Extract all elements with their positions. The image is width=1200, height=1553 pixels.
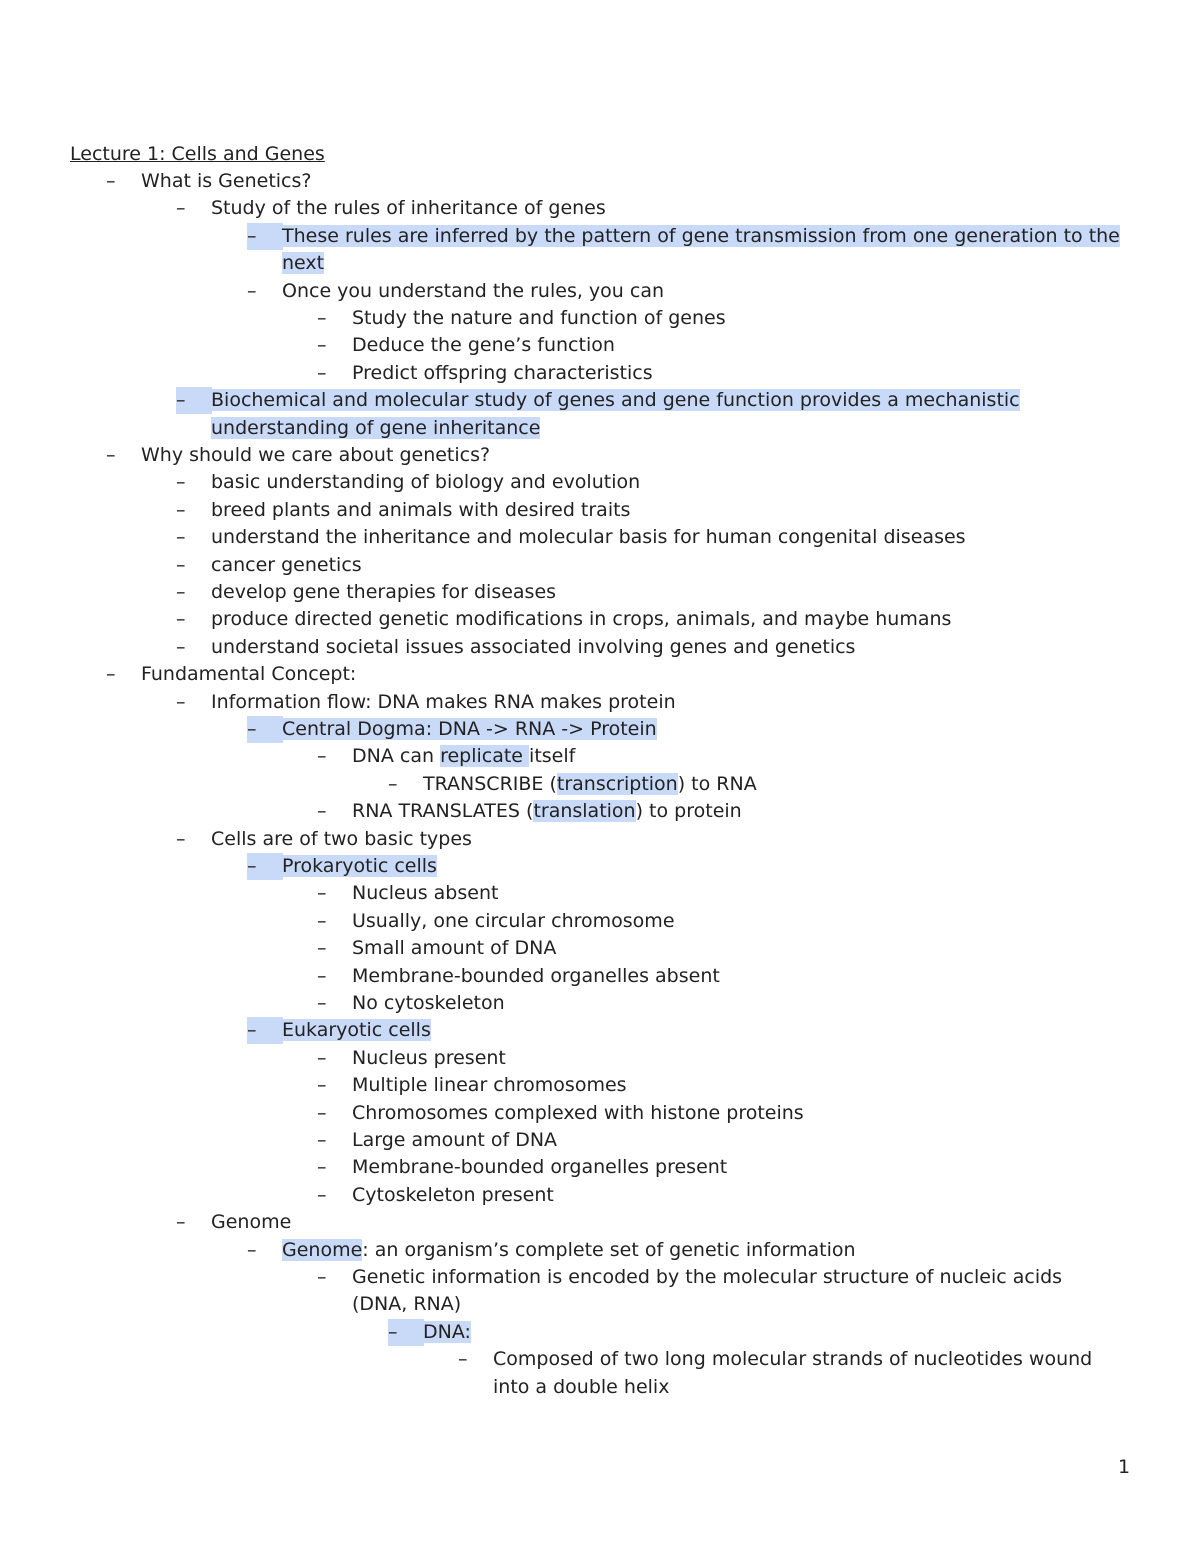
outline-item-text	[141, 661, 356, 688]
outline-item-text	[352, 305, 726, 332]
text-segment: What is Genetics?	[141, 170, 312, 192]
outline-item-text	[211, 469, 640, 496]
outline-item-text	[352, 1045, 506, 1072]
bullet-dash: –	[317, 992, 327, 1014]
outline-item-text	[282, 1017, 431, 1044]
text-segment: Cytoskeleton present	[352, 1183, 554, 1206]
text-segment: Small amount of DNA	[352, 937, 557, 960]
outline-item-text	[282, 716, 657, 743]
outline-item-text	[211, 634, 855, 661]
text-segment: Genome	[211, 1211, 292, 1234]
text-segment: Prokaryotic cells	[282, 855, 437, 877]
outline-item-text	[352, 990, 505, 1017]
text-segment: Deduce the gene’s function	[352, 334, 615, 357]
outline-item-text	[352, 360, 653, 387]
outline-item-text	[352, 332, 615, 359]
bullet-dash: –	[176, 1211, 186, 1234]
outline-item-text	[282, 278, 664, 305]
outline-item-text	[141, 442, 490, 469]
bullet-dash: –	[317, 361, 327, 384]
bullet-dash: –	[458, 1348, 468, 1371]
bullet-dash: –	[317, 1046, 327, 1069]
outline-item-text	[352, 1127, 557, 1154]
outline-item-text	[211, 826, 472, 853]
bullet-dash: –	[176, 827, 186, 850]
outline-item-text	[352, 908, 675, 935]
outline-item-text	[423, 1319, 471, 1346]
text-segment: develop gene therapies for diseases	[211, 581, 557, 603]
text-segment: Eukaryotic cells	[282, 1019, 431, 1042]
text-segment: transcription	[556, 772, 678, 795]
bullet-dash: –	[176, 197, 186, 220]
text-segment: Genome	[282, 1238, 363, 1261]
bullet-dash: –	[176, 387, 212, 414]
outline-item-text	[282, 853, 437, 880]
bullet-dash: –	[176, 635, 186, 658]
bullet-dash: –	[176, 690, 186, 713]
text-segment: Cells are of two basic types	[211, 827, 472, 850]
outline-item-text	[282, 223, 1120, 278]
bullet-dash: –	[317, 1156, 327, 1179]
bullet-dash: –	[317, 1183, 327, 1206]
text-segment: Predict offspring characteristics	[352, 361, 653, 384]
text-segment: Biochemical and molecular study of genes and gene function provides a mechanistic understanding of gene inheritance	[211, 389, 1020, 439]
bullet-dash: –	[317, 937, 327, 960]
bullet-dash: –	[247, 716, 283, 743]
text-segment: Large amount of DNA	[352, 1129, 558, 1151]
text-segment: Composed of two long molecular strands of nucleotides wound into a double helix	[493, 1348, 1093, 1398]
text-segment: Central Dogma: DNA -> RNA -> Protein	[282, 718, 657, 740]
text-segment: basic understanding of biology and evolution	[211, 471, 641, 494]
text-segment: DNA can	[352, 745, 441, 768]
text-segment: Information flow: DNA makes RNA makes protein	[211, 690, 676, 713]
bullet-dash: –	[388, 1319, 424, 1346]
bullet-dash: –	[247, 1238, 257, 1261]
outline-item-text	[352, 1100, 804, 1127]
text-segment: Chromosomes complexed with histone proteins	[352, 1101, 804, 1124]
outline-item-text	[352, 1182, 554, 1209]
outline-item-text	[352, 1154, 727, 1181]
bullet-dash: –	[176, 498, 186, 521]
outline-item-text	[211, 689, 676, 716]
bullet-dash: –	[317, 307, 327, 329]
outline-item-text	[282, 1237, 856, 1264]
text-segment: No cytoskeleton	[352, 992, 505, 1014]
bullet-dash: –	[317, 909, 327, 932]
bullet-dash: –	[176, 581, 186, 603]
bullet-dash: –	[317, 334, 327, 357]
text-segment: Membrane-bounded organelles present	[352, 1156, 728, 1179]
outline-item-text	[352, 935, 556, 962]
text-segment: TRANSCRIBE (	[423, 772, 557, 795]
outline-item-text	[352, 880, 498, 907]
outline-item-text	[211, 524, 966, 551]
outline-item-text	[211, 1209, 291, 1236]
text-segment: Study the nature and function of genes	[352, 307, 726, 329]
text-segment: cancer genetics	[211, 553, 362, 576]
bullet-dash: –	[317, 1101, 327, 1124]
text-segment: Genetic information is encoded by the molecular structure of nucleic acids (DNA, RNA)	[352, 1266, 1063, 1316]
bullet-dash: –	[388, 772, 398, 795]
lecture-title: Lecture 1: Cells and Genes	[70, 143, 325, 165]
bullet-dash: –	[317, 964, 327, 987]
page-number: 1	[1118, 1456, 1131, 1478]
outline-item-text	[493, 1346, 1120, 1401]
bullet-dash: –	[317, 1074, 327, 1097]
text-segment: produce directed genetic modifications in crops, animals, and maybe humans	[211, 608, 952, 631]
bullet-dash: –	[176, 526, 186, 549]
text-segment: DNA:	[423, 1320, 471, 1343]
text-segment: ) to RNA	[677, 772, 757, 795]
bullet-dash: –	[176, 471, 186, 494]
bullet-dash: –	[247, 279, 257, 302]
outline-item-text	[141, 168, 311, 195]
bullet-dash: –	[317, 800, 327, 823]
outline-item-text	[211, 387, 1120, 442]
text-segment: RNA TRANSLATES (	[352, 800, 534, 823]
text-segment: Why should we care about genetics?	[141, 444, 491, 466]
text-segment: These rules are inferred by the pattern of gene transmission from one generation to the next	[282, 224, 1120, 275]
text-segment: : an organism’s complete set of genetic information	[362, 1238, 856, 1261]
outline-item-text	[352, 1264, 1120, 1319]
outline-item-text	[211, 606, 951, 633]
text-segment: breed plants and animals with desired traits	[211, 498, 631, 521]
outline-item-text	[211, 195, 606, 222]
bullet-dash: –	[176, 608, 186, 631]
text-segment: Nucleus present	[352, 1046, 506, 1069]
bullet-dash: –	[317, 882, 327, 905]
text-segment: Usually, one circular chromosome	[352, 909, 675, 932]
text-segment: Multiple linear chromosomes	[352, 1074, 627, 1097]
outline-item-text	[352, 1072, 627, 1099]
text-segment: ) to protein	[635, 800, 742, 823]
bullet-dash: –	[317, 1266, 327, 1288]
outline-item-text	[211, 497, 630, 524]
text-segment: Study of the rules of inheritance of genes	[211, 197, 606, 220]
text-segment: itself	[529, 745, 576, 768]
text-segment: translation	[533, 800, 636, 823]
text-segment: replicate	[440, 745, 530, 768]
bullet-dash: –	[176, 553, 186, 576]
outline-item-text	[352, 798, 742, 825]
outline-item-text	[423, 771, 757, 798]
bullet-dash: –	[106, 663, 116, 686]
text-segment: Membrane-bounded organelles absent	[352, 964, 720, 987]
text-segment: Fundamental Concept:	[141, 663, 357, 686]
text-segment: understand societal issues associated involving genes and genetics	[211, 635, 856, 658]
outline-item-text	[352, 963, 720, 990]
bullet-dash: –	[247, 223, 283, 250]
bullet-dash: –	[106, 170, 116, 192]
bullet-dash: –	[247, 1017, 283, 1044]
outline-item-text	[211, 579, 556, 606]
outline-item-text	[352, 743, 575, 770]
text-segment: understand the inheritance and molecular basis for human congenital diseases	[211, 526, 966, 549]
bullet-dash: –	[317, 745, 327, 768]
text-segment: Once you understand the rules, you can	[282, 279, 665, 302]
text-segment: Nucleus absent	[352, 882, 499, 905]
bullet-dash: –	[106, 444, 116, 466]
bullet-dash: –	[317, 1129, 327, 1151]
bullet-dash: –	[247, 853, 283, 880]
outline-item-text	[211, 552, 362, 579]
